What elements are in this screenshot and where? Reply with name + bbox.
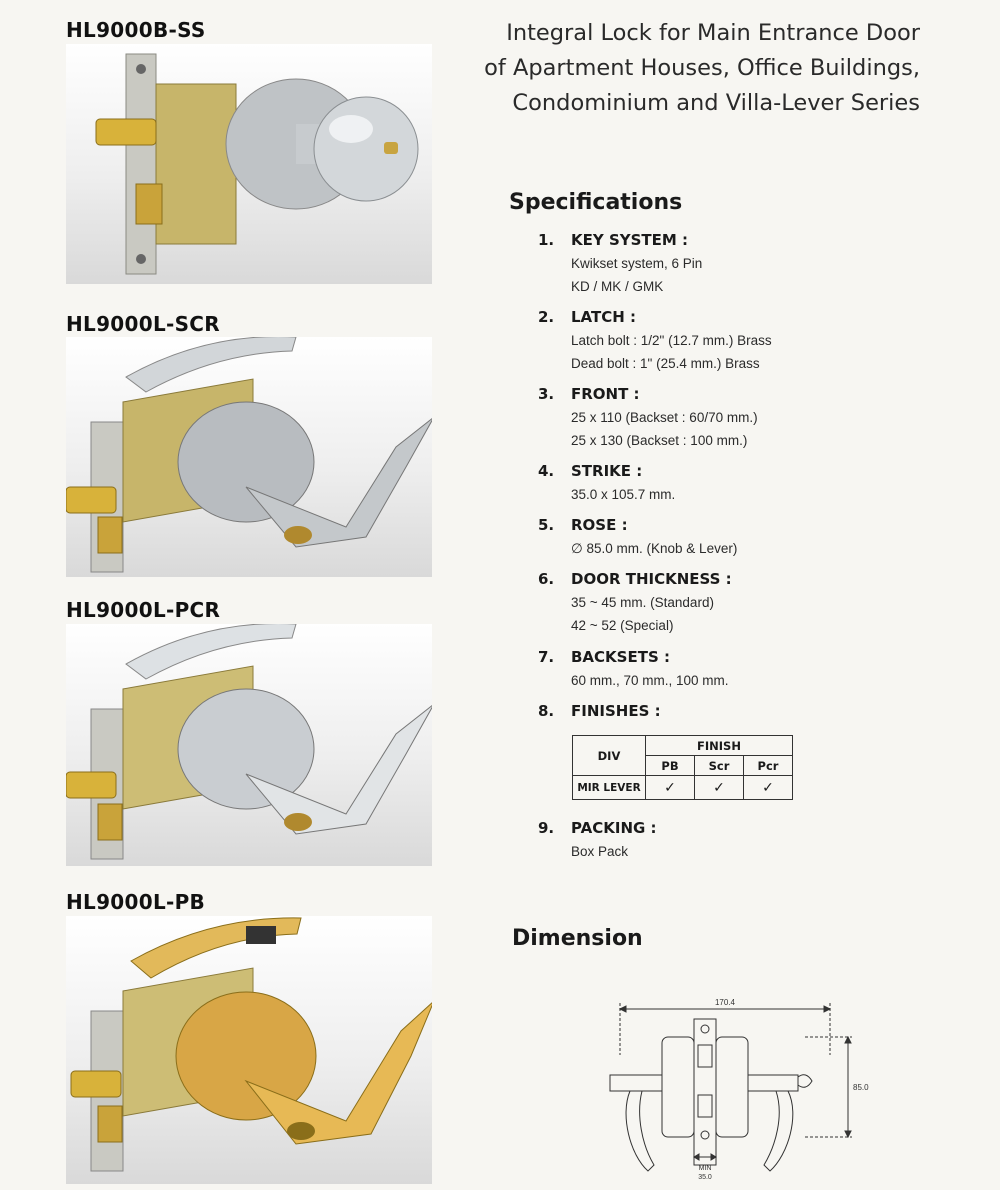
finish-table-finish-header: FINISH	[646, 736, 793, 756]
spec-detail: Latch bolt : 1/2" (12.7 mm.) Brass	[571, 333, 772, 348]
spec-detail: 60 mm., 70 mm., 100 mm.	[571, 673, 729, 688]
spec-item-key-system	[538, 228, 938, 298]
spec-label: ROSE :	[571, 516, 628, 534]
dimension-min-value: 35.0	[698, 1174, 712, 1181]
product-title-hl9000l-pb: HL9000L-PB	[66, 890, 206, 914]
lever-lock-illustration	[66, 624, 432, 866]
spec-item-strike	[538, 459, 938, 506]
spec-detail: 42 ~ 52 (Special)	[571, 618, 674, 633]
product-photo-hl9000l-pcr	[66, 624, 432, 866]
dimension-title: Dimension	[512, 926, 643, 951]
spec-detail: ∅ 85.0 mm. (Knob & Lever)	[571, 541, 738, 556]
lever-lock-illustration	[66, 337, 432, 577]
finish-check: ✓	[646, 776, 695, 800]
finish-check: ✓	[744, 776, 793, 800]
spec-number: 6.	[538, 570, 555, 588]
finish-column-header: PB	[646, 756, 695, 776]
spec-number: 3.	[538, 385, 555, 403]
spec-label: FRONT :	[571, 385, 640, 403]
finish-table-div-header: DIV	[573, 736, 646, 776]
spec-detail: KD / MK / GMK	[571, 279, 664, 294]
spec-item-rose	[538, 513, 938, 560]
spec-item-front	[538, 382, 938, 452]
dimension-width-label: 170.4	[714, 998, 736, 1007]
spec-item-door-thickness	[538, 567, 938, 637]
dimension-min-label: MIN	[698, 1165, 712, 1172]
dimension-height-label: 85.0	[853, 1083, 869, 1092]
spec-label: LATCH :	[571, 308, 637, 326]
spec-label: BACKSETS :	[571, 648, 670, 666]
dimension-diagram	[590, 995, 880, 1185]
finish-column-header: Scr	[695, 756, 744, 776]
spec-detail: 35.0 x 105.7 mm.	[571, 487, 676, 502]
spec-item-latch	[538, 305, 938, 375]
spec-detail: 25 x 130 (Backset : 100 mm.)	[571, 433, 748, 448]
spec-label: PACKING :	[571, 819, 657, 837]
spec-number: 8.	[538, 702, 555, 720]
headline-line: of Apartment Houses, Office Buildings,	[484, 55, 920, 81]
spec-number: 4.	[538, 462, 555, 480]
spec-detail: 25 x 110 (Backset : 60/70 mm.)	[571, 410, 758, 425]
finish-table	[572, 735, 793, 800]
spec-label: STRIKE :	[571, 462, 643, 480]
spec-number: 5.	[538, 516, 555, 534]
spec-detail: 35 ~ 45 mm. (Standard)	[571, 595, 714, 610]
spec-label: DOOR THICKNESS :	[571, 570, 732, 588]
spec-item-finishes	[538, 699, 938, 723]
lever-lock-illustration	[66, 916, 432, 1184]
headline-line: Integral Lock for Main Entrance Door	[506, 20, 920, 46]
product-photo-hl9000b-ss	[66, 44, 432, 284]
finish-check: ✓	[695, 776, 744, 800]
spec-number: 2.	[538, 308, 555, 326]
dimension-drawing	[590, 995, 880, 1185]
product-title-hl9000l-scr: HL9000L-SCR	[66, 312, 220, 336]
spec-number: 1.	[538, 231, 555, 249]
finish-row-label: MIR LEVER	[573, 776, 646, 800]
knob-lock-illustration	[66, 44, 432, 284]
spec-label: KEY SYSTEM :	[571, 231, 689, 249]
spec-detail: Box Pack	[571, 844, 629, 859]
product-photo-hl9000l-scr	[66, 337, 432, 577]
spec-item-backsets	[538, 645, 938, 692]
product-photo-hl9000l-pb	[66, 916, 432, 1184]
spec-detail: Dead bolt : 1" (25.4 mm.) Brass	[571, 356, 760, 371]
finish-column-header: Pcr	[744, 756, 793, 776]
spec-label: FINISHES :	[571, 702, 661, 720]
spec-number: 7.	[538, 648, 555, 666]
product-title-hl9000l-pcr: HL9000L-PCR	[66, 598, 221, 622]
spec-item-packing	[538, 816, 938, 863]
spec-detail: Kwikset system, 6 Pin	[571, 256, 703, 271]
product-title-hl9000b-ss: HL9000B-SS	[66, 18, 206, 42]
specifications-title: Specifications	[509, 190, 683, 215]
headline	[480, 16, 920, 121]
headline-line: Condominium and Villa-Lever Series	[512, 90, 920, 116]
spec-number: 9.	[538, 819, 555, 837]
